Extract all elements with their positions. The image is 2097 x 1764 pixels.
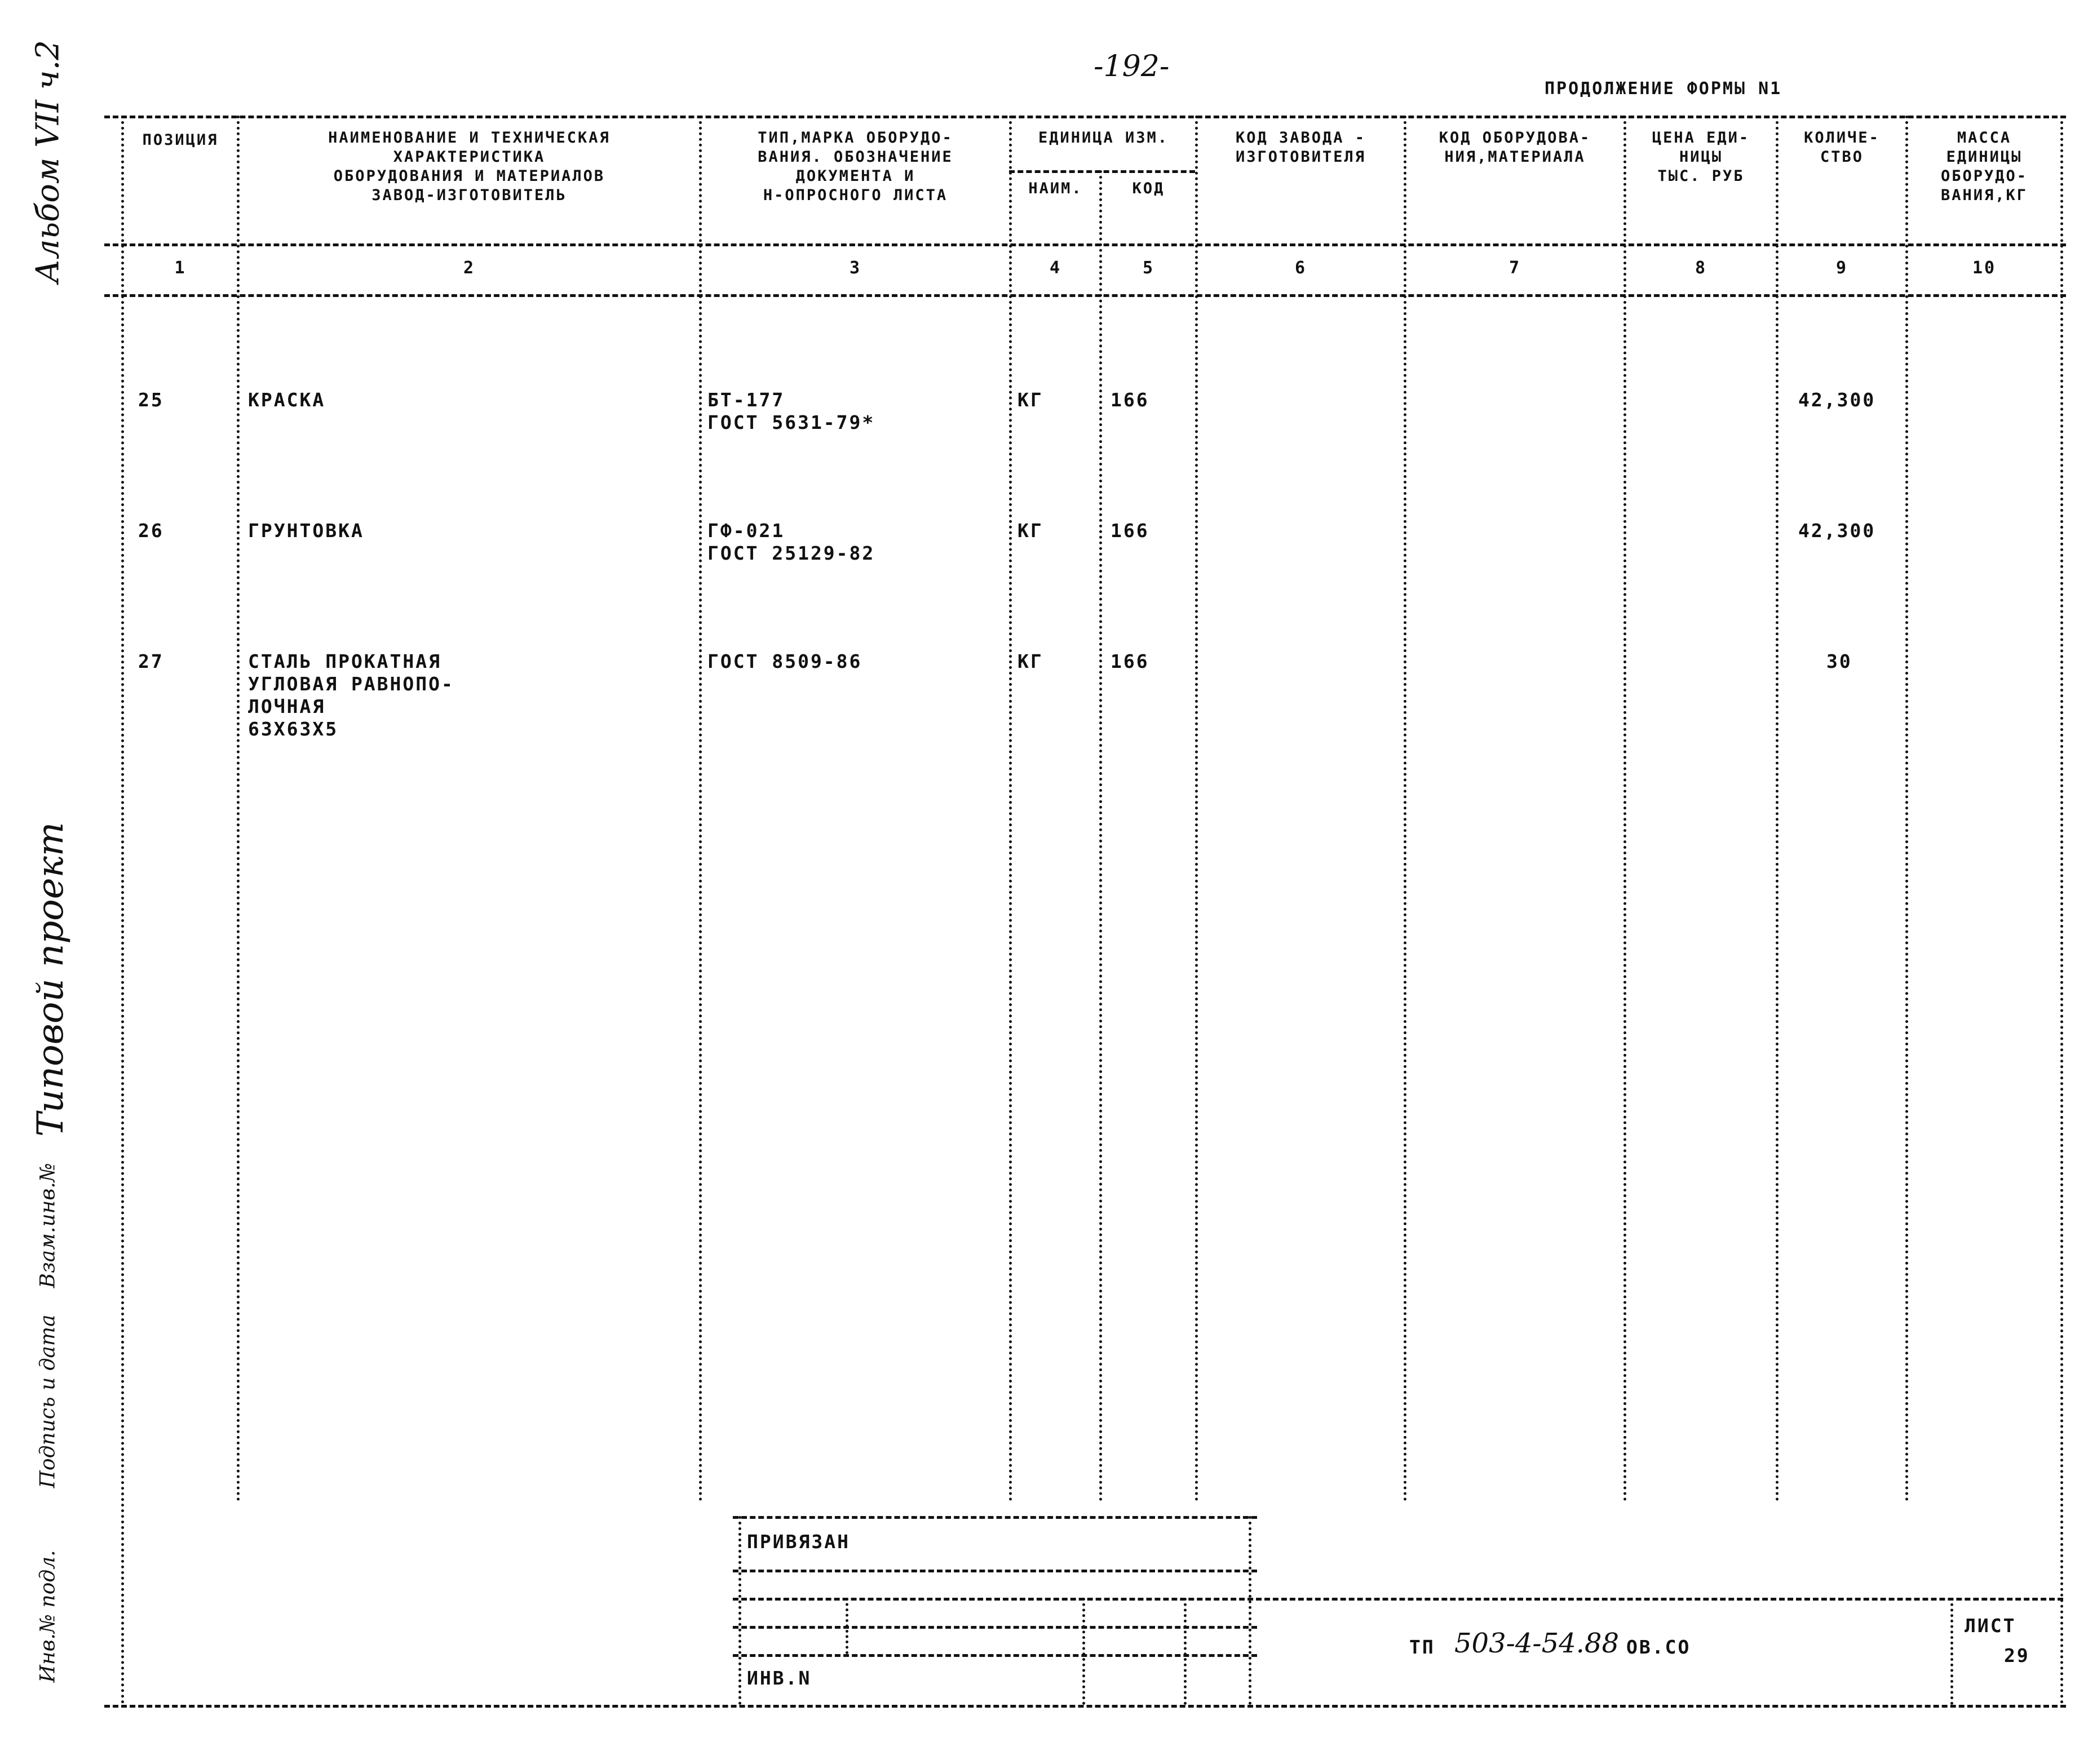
table-row-quantity: 30 bbox=[1826, 650, 1852, 672]
drawing-code-handwritten: 503-4-54.88 bbox=[1454, 1628, 1620, 1659]
stamp-separator bbox=[1249, 1516, 1251, 1705]
table-row-name: ГРУНТОВКА bbox=[248, 520, 364, 542]
header-col-3-line-1: ТИП,МАРКА ОБОРУДО- bbox=[758, 129, 953, 147]
stamp-separator bbox=[1184, 1598, 1187, 1705]
column-separator bbox=[1905, 116, 1908, 1502]
side-label-inv-podl: Инв.№ подл. bbox=[36, 1550, 60, 1683]
continuation-title: ПРОДОЛЖЕНИЕ ФОРМЫ N1 bbox=[1545, 79, 1782, 99]
header-col-9-line-1: КОЛИЧЕ- bbox=[1804, 129, 1880, 147]
header-col-5: КОД bbox=[1132, 180, 1165, 197]
header-col-2-line-1: НАИМЕНОВАНИЕ И ТЕХНИЧЕСКАЯ bbox=[328, 129, 610, 147]
header-unit-group: ЕДИНИЦА ИЗМ. bbox=[1038, 129, 1169, 147]
column-separator bbox=[1776, 116, 1779, 1502]
header-col-7-line-1: КОД ОБОРУДОВА- bbox=[1439, 129, 1591, 147]
header-col-1: ПОЗИЦИЯ bbox=[142, 131, 219, 149]
header-col-8-line-2: НИЦЫ bbox=[1679, 148, 1723, 166]
column-separator bbox=[1099, 170, 1102, 1502]
header-col-10-line-3: ОБОРУДО- bbox=[1940, 167, 2028, 185]
side-label-podpis: Подпись и дата bbox=[36, 1314, 60, 1488]
header-col-6-line-1: КОД ЗАВОДА - bbox=[1235, 129, 1366, 147]
stamp-border bbox=[733, 1654, 1257, 1657]
table-row-code: 166 bbox=[1111, 650, 1149, 672]
unit-group-divider bbox=[1009, 170, 1195, 173]
column-number-1: 1 bbox=[174, 258, 187, 278]
header-col-10-line-2: ЕДИНИЦЫ bbox=[1946, 148, 2023, 166]
table-row-unit: КГ bbox=[1017, 520, 1043, 542]
table-row-position: 26 bbox=[138, 520, 164, 542]
header-col-2-line-4: ЗАВОД-ИЗГОТОВИТЕЛЬ bbox=[371, 187, 567, 204]
stamp-separator bbox=[846, 1598, 848, 1654]
header-col-10-line-1: МАССА bbox=[1957, 129, 2012, 147]
stamp-separator bbox=[1082, 1598, 1085, 1705]
column-separator bbox=[1009, 116, 1012, 1502]
table-row-quantity: 42,300 bbox=[1798, 389, 1876, 411]
table-bottom-border bbox=[104, 1705, 2066, 1708]
header-col-10-line-4: ВАНИЯ,КГ bbox=[1940, 187, 2028, 204]
column-number-2: 2 bbox=[463, 258, 476, 278]
header-bottom-border bbox=[104, 243, 2066, 246]
sheet-number: 29 bbox=[2004, 1645, 2030, 1667]
column-separator bbox=[237, 116, 240, 1502]
stamp-border bbox=[733, 1570, 1257, 1572]
table-row-code: 166 bbox=[1111, 389, 1149, 411]
stamp-border bbox=[733, 1598, 2063, 1601]
column-number-3: 3 bbox=[849, 258, 862, 278]
header-col-3-line-3: ДОКУМЕНТА И bbox=[795, 167, 915, 185]
stamp-inv-label: ИНВ.N bbox=[747, 1667, 812, 1689]
column-number-9: 9 bbox=[1835, 258, 1848, 278]
table-row-unit: КГ bbox=[1017, 650, 1043, 672]
column-separator bbox=[699, 116, 702, 1502]
table-row-name: СТАЛЬ ПРОКАТНАЯ УГЛОВАЯ РАВНОПО- ЛОЧНАЯ 63Х63Х5 bbox=[248, 650, 454, 740]
sheet-label: ЛИСТ bbox=[1965, 1615, 2016, 1637]
header-col-8-line-3: ТЫС. РУБ bbox=[1657, 167, 1745, 185]
header-col-7-line-2: НИЯ,МАТЕРИАЛА bbox=[1444, 148, 1586, 166]
side-label-album: Альбом VII ч.2 bbox=[29, 40, 67, 283]
column-separator bbox=[121, 116, 124, 1705]
stamp-separator bbox=[738, 1516, 741, 1705]
stamp-privyazan: ПРИВЯЗАН bbox=[747, 1531, 850, 1553]
stamp-border bbox=[733, 1626, 1257, 1629]
drawing-code-prefix: ТП bbox=[1409, 1636, 1435, 1658]
header-col-8-line-1: ЦЕНА ЕДИ- bbox=[1652, 129, 1750, 147]
table-row-code: 166 bbox=[1111, 520, 1149, 542]
table-row-position: 27 bbox=[138, 650, 164, 672]
column-separator bbox=[1623, 116, 1626, 1502]
side-label-project: Типовой проект bbox=[30, 822, 72, 1137]
table-row-name: КРАСКА bbox=[248, 389, 326, 411]
column-number-4: 4 bbox=[1049, 258, 1062, 278]
column-separator bbox=[1404, 116, 1406, 1502]
table-row-unit: КГ bbox=[1017, 389, 1043, 411]
table-row-type: ГОСТ 8509-86 bbox=[707, 650, 862, 672]
side-label-vzam-inv: Взам.инв.№ bbox=[36, 1163, 60, 1288]
page-number: -192- bbox=[1094, 50, 1170, 83]
column-number-5: 5 bbox=[1142, 258, 1155, 278]
column-number-10: 10 bbox=[1972, 258, 1997, 278]
column-number-7: 7 bbox=[1508, 258, 1521, 278]
header-col-3-line-2: ВАНИЯ. ОБОЗНАЧЕНИЕ bbox=[758, 148, 953, 166]
header-col-9-line-2: СТВО bbox=[1820, 148, 1864, 166]
stamp-separator bbox=[1950, 1598, 1953, 1705]
drawing-code-suffix: ОВ.СО bbox=[1626, 1636, 1691, 1658]
header-col-2-line-3: ОБОРУДОВАНИЯ И МАТЕРИАЛОВ bbox=[333, 167, 605, 185]
column-separator bbox=[1195, 116, 1198, 1502]
header-col-3-line-4: Н-ОПРОСНОГО ЛИСТА bbox=[763, 187, 948, 204]
table-row-type: БТ-177 ГОСТ 5631-79* bbox=[707, 389, 875, 433]
header-col-6-line-2: ИЗГОТОВИТЕЛЯ bbox=[1235, 148, 1366, 166]
column-number-8: 8 bbox=[1695, 258, 1707, 278]
table-row-quantity: 42,300 bbox=[1798, 520, 1876, 542]
header-col-2-line-2: ХАРАКТЕРИСТИКА bbox=[393, 148, 546, 166]
stamp-border bbox=[733, 1516, 1257, 1519]
table-row-type: ГФ-021 ГОСТ 25129-82 bbox=[707, 520, 875, 564]
table-row-position: 25 bbox=[138, 389, 164, 411]
header-col-4: НАИМ. bbox=[1028, 180, 1083, 197]
column-separator bbox=[2060, 116, 2063, 1705]
column-number-bottom-border bbox=[104, 294, 2066, 297]
column-number-6: 6 bbox=[1294, 258, 1307, 278]
table-top-border bbox=[104, 116, 2066, 118]
